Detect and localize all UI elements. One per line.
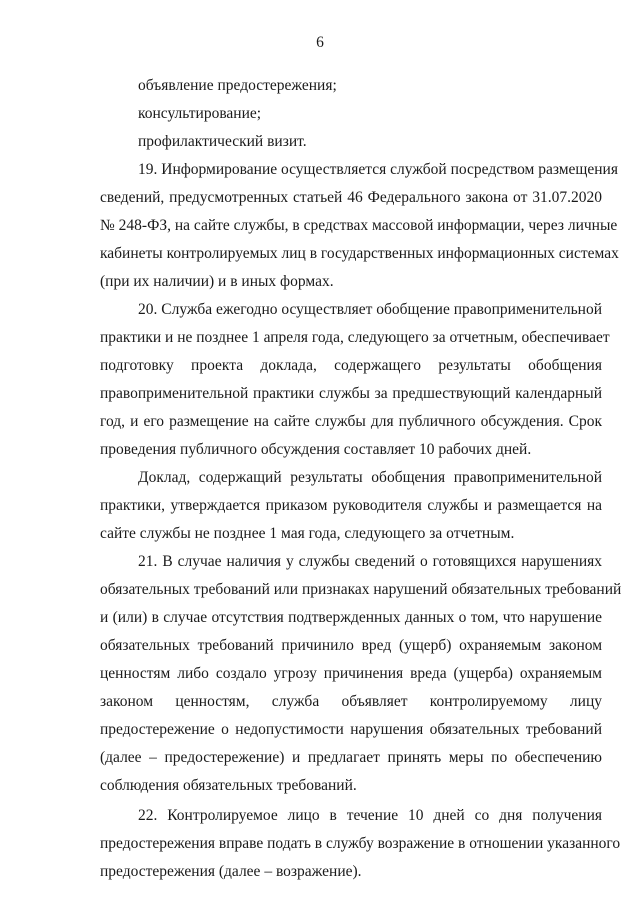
paragraph-line: ценностям либо создало угрозу причинения вреда (ущерба) охраняемым	[100, 665, 602, 682]
list-item: консультирование;	[138, 105, 262, 122]
list-item: профилактический визит.	[138, 133, 307, 150]
page-number: 6	[316, 34, 324, 51]
paragraph-line: кабинеты контролируемых лиц в государственных информационных системах	[100, 245, 619, 262]
paragraph-line: № 248-ФЗ, на сайте службы, в средствах массовой информации, через личные	[100, 217, 618, 234]
paragraph-line: (при их наличии) и в иных формах.	[100, 273, 334, 290]
paragraph-line: обязательных требований причинило вред (ущерб) охраняемым законом	[100, 637, 602, 654]
paragraph-line: предостережение о недопустимости нарушения обязательных требований	[100, 721, 602, 738]
paragraph-line: проведения публичного обсуждения составляет 10 рабочих дней.	[100, 441, 532, 458]
paragraph-line: 19. Информирование осуществляется службой посредством размещения	[138, 161, 618, 178]
paragraph-line: и (или) в случае отсутствия подтвержденных данных о том, что нарушение	[100, 609, 602, 626]
paragraph-line: подготовку проекта доклада, содержащего результаты обобщения	[100, 357, 602, 374]
paragraph-line: 20. Служба ежегодно осуществляет обобщение правоприменительной	[138, 301, 603, 318]
paragraph-line: год, и его размещение на сайте службы для публичного обсуждения. Срок	[100, 413, 602, 430]
paragraph-line: 22. Контролируемое лицо в течение 10 дней со дня получения	[138, 807, 602, 824]
paragraph-line: (далее – предостережение) и предлагает принять меры по обеспечению	[100, 749, 602, 766]
paragraph-line: Доклад, содержащий результаты обобщения правоприменительной	[138, 469, 602, 486]
paragraph-line: обязательных требований или признаках нарушений обязательных требований	[100, 581, 622, 598]
paragraph-line: предостережения вправе подать в службу возражение в отношении указанного	[100, 835, 621, 852]
paragraph-line: правоприменительной практики службы за предшествующий календарный	[100, 385, 602, 402]
paragraph-line: законом ценностям, служба объявляет контролируемому лицу	[100, 693, 602, 710]
paragraph-line: 21. В случае наличия у службы сведений о готовящихся нарушениях	[138, 553, 602, 570]
paragraph-line: сведений, предусмотренных статьей 46 Федерального закона от 31.07.2020	[100, 189, 602, 206]
paragraph-line: практики, утверждается приказом руководителя службы и размещается на	[100, 497, 602, 514]
paragraph-line: сайте службы не позднее 1 мая года, следующего за отчетным.	[100, 525, 515, 542]
paragraph-line: соблюдения обязательных требований.	[100, 777, 357, 794]
list-item: объявление предостережения;	[138, 77, 337, 94]
paragraph-line: практики и не позднее 1 апреля года, следующего за отчетным, обеспечивает	[100, 329, 610, 346]
paragraph-line: предостережения (далее – возражение).	[100, 863, 362, 880]
